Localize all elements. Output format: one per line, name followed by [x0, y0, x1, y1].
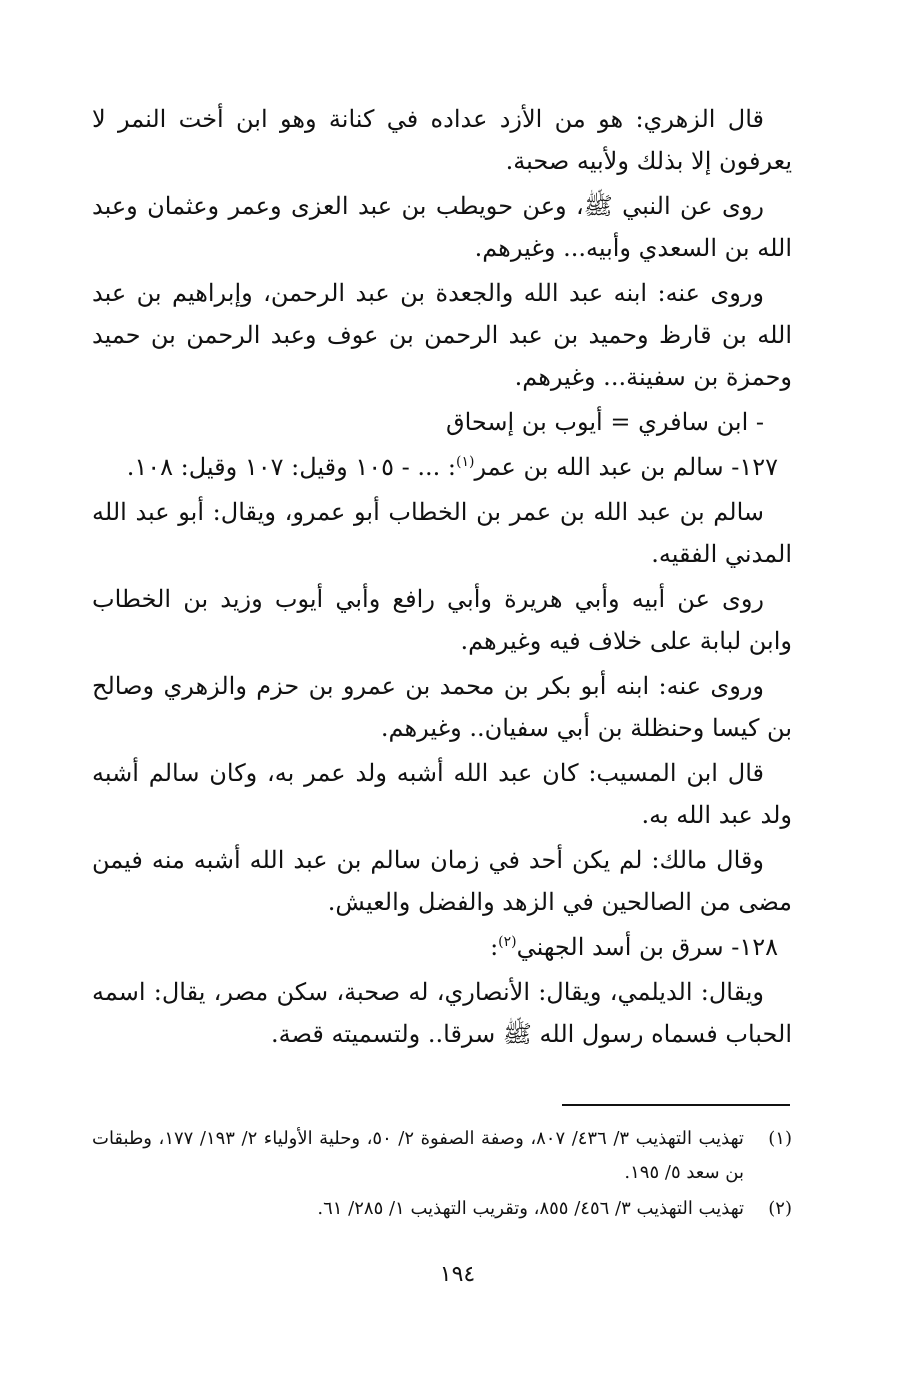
paragraph-ibn-musayyib: قال ابن المسيب: كان عبد الله أشبه ولد عمر به، وكان سالم أشبه ولد عبد الله به.	[92, 759, 792, 829]
footnote-marker-1: (١)	[455, 454, 475, 470]
footnote-divider	[562, 1104, 790, 1106]
paragraph-salim-name: سالم بن عبد الله بن عمر بن الخطاب أبو عمرو، ويقال: أبو عبد الله المدني الفقيه.	[92, 498, 792, 568]
footnote-number: (٢)	[768, 1198, 792, 1219]
paragraph-salim-narrated-from: روى عن أبيه وأبي هريرة وأبي رافع وأبي أيوب وزيد بن الخطاب وابن لبابة على خلاف فيه وغيرهم.	[92, 585, 792, 655]
main-text	[92, 98, 792, 1058]
entry-127-heading	[92, 446, 792, 488]
paragraph-narrated-by: وروى عنه: ابنه عبد الله والجعدة بن عبد الرحمن، وإبراهيم بن عبد الله بن قارظ وحميد بن عبد الرحمن بن عوف وعبد الرحمن بن حميد وحمزة بن سفينة... وغيرهم.	[92, 279, 792, 391]
paragraph-cross-reference: - ابن سافري = أيوب بن إسحاق	[445, 408, 764, 436]
paragraph-salim-narrated-by: وروى عنه: ابنه أبو بكر بن محمد بن عمرو بن حزم والزهري وصالح بن كيسا وحنظلة بن أبي سفيان.. وغيرهم.	[92, 672, 792, 742]
footnote-marker-2: (٢)	[498, 934, 517, 950]
footnote-text: تهذيب التهذيب ٣/ ٤٣٦/ ٨٠٧، وصفة الصفوة ٢/ ٥٠، وحلية الأولياء ٢/ ١٩٣/ ١٧٧، وطبقات بن سعد ٥/ ١٩٥.	[92, 1128, 744, 1183]
paragraph-suraq: ويقال: الديلمي، ويقال: الأنصاري، له صحبة، سكن مصر، يقال: اسمه الحباب فسماه رسول الله ﷺ سرقا.. ولتسميته قصة.	[92, 978, 792, 1048]
footnote-2	[92, 1192, 792, 1226]
entry-128-colon: :	[490, 933, 499, 961]
entry-127-name: ١٢٧- سالم بن عبد الله بن عمر	[474, 453, 778, 481]
footnote-1	[92, 1122, 792, 1190]
page-number: ١٩٤	[439, 1262, 476, 1287]
footnotes	[92, 1122, 792, 1228]
paragraph-malik: وقال مالك: لم يكن أحد في زمان سالم بن عبد الله أشبه منه فيمن مضى من الصالحين في الزهد والفضل والعيش.	[92, 846, 792, 916]
entry-128-heading	[92, 926, 792, 968]
paragraph-zuhri: قال الزهري: هو من الأزد عداده في كنانة وهو ابن أخت النمر لا يعرفون إلا بذلك ولأبيه صحبة.	[92, 105, 792, 175]
paragraph-narrated-from: روى عن النبي ﷺ، وعن حويطب بن عبد العزى وعمر وعثمان وعبد الله بن السعدي وأبيه... وغيرهم.	[92, 192, 792, 262]
footnote-number: (١)	[768, 1128, 792, 1149]
entry-128-name: ١٢٨- سرق بن أسد الجهني	[516, 933, 778, 961]
footnote-text: تهذيب التهذيب ٣/ ٤٥٦/ ٨٥٥، وتقريب التهذيب ١/ ٢٨٥/ ٦١.	[317, 1198, 744, 1219]
entry-127-dates: : ... - ١٠٥ وقيل: ١٠٧ وقيل: ١٠٨.	[126, 453, 456, 481]
